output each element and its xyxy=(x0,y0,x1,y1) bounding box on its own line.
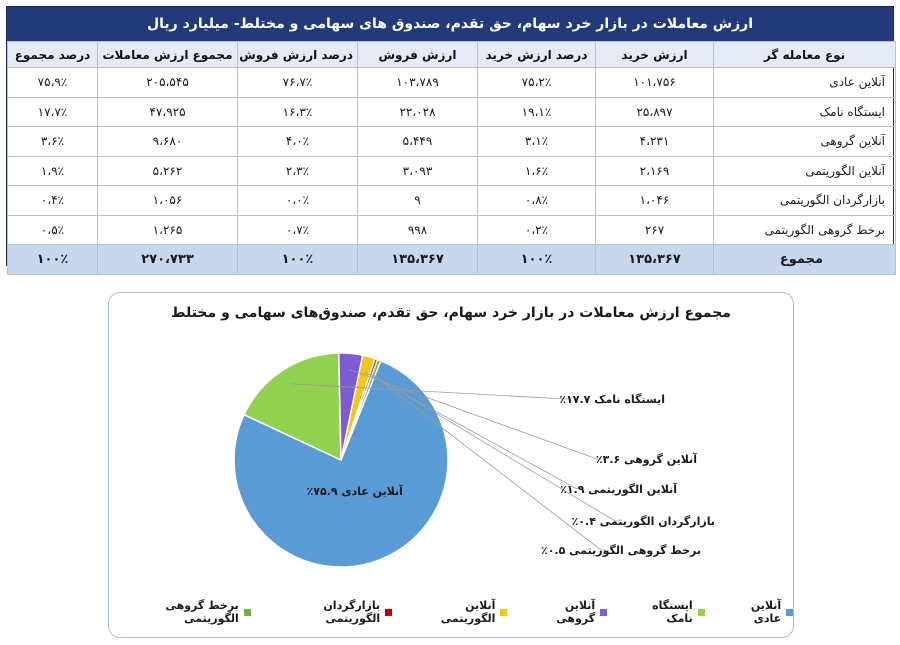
table-cell: ۱۰۳،۷۸۹ xyxy=(358,68,478,98)
data-label-online-group-algorithmic: برخط گروهی الگوریتمی ۰.۵٪ xyxy=(541,544,701,557)
table-cell: ۴،۲۳۱ xyxy=(596,127,714,157)
legend-label: آنلاین الگوریتمی xyxy=(440,599,496,625)
table-cell: ۷۶،۷٪ xyxy=(238,68,358,98)
total-cell: ۲۷۰،۷۳۳ xyxy=(98,245,238,275)
data-label-station-namak: ایستگاه نامک ۱۷.۷٪ xyxy=(559,393,665,406)
header-cell: مجموع ارزش معاملات xyxy=(98,42,238,68)
table-cell: ۳،۱٪ xyxy=(478,127,596,157)
table-cell: ۱،۹٪ xyxy=(8,156,98,186)
table-cell: ۲،۳٪ xyxy=(238,156,358,186)
table-header-row xyxy=(8,42,896,68)
header-cell: نوع معامله گر xyxy=(714,42,896,68)
legend-item-online-group-algorithmic xyxy=(109,599,251,625)
table-row xyxy=(8,97,896,127)
legend-label: ایستگاه نامک xyxy=(652,599,693,625)
trader-type-cell: برخط گروهی الگوریتمی xyxy=(714,215,896,245)
legend-item-market-maker-algorithmic xyxy=(267,599,392,625)
table-cell: ۳،۶٪ xyxy=(8,127,98,157)
table-cell: ۱،۶٪ xyxy=(478,156,596,186)
table-cell: ۰،۴٪ xyxy=(8,186,98,216)
total-cell: ۱۰۰٪ xyxy=(238,245,358,275)
legend-swatch xyxy=(786,609,793,616)
chart-legend xyxy=(109,599,793,625)
data-label-online-regular: آنلاین عادی ۷۵.۹٪ xyxy=(306,484,403,498)
total-cell: ۱۰۰٪ xyxy=(8,245,98,275)
table-cell: ۲۰۵،۵۴۵ xyxy=(98,68,238,98)
legend-item-online-algorithmic xyxy=(408,599,507,625)
table-cell: ۱۹،۱٪ xyxy=(478,97,596,127)
legend-label: بازارگردان الگوریتمی xyxy=(323,599,381,625)
header-cell: ارزش فروش xyxy=(358,42,478,68)
table-cell: ۱۰۱،۷۵۶ xyxy=(596,68,714,98)
table-row xyxy=(8,186,896,216)
legend-item-online-regular xyxy=(721,599,793,625)
trades-table xyxy=(7,41,896,275)
table-cell: ۱،۲۶۵ xyxy=(98,215,238,245)
header-cell: ارزش خرید xyxy=(596,42,714,68)
table-cell: ۹ xyxy=(358,186,478,216)
table-cell: ۱۶،۳٪ xyxy=(238,97,358,127)
total-cell: ۱۳۵،۳۶۷ xyxy=(358,245,478,275)
table-total-row xyxy=(8,245,896,275)
data-label-online-group: آنلاین گروهی ۳.۶٪ xyxy=(595,453,697,466)
total-cell: ۱۰۰٪ xyxy=(478,245,596,275)
table-cell: ۹۹۸ xyxy=(358,215,478,245)
table-cell: ۰،۷٪ xyxy=(238,215,358,245)
table-cell: ۷۵،۹٪ xyxy=(8,68,98,98)
data-label-online-algorithmic: آنلاین الگوریتمی ۱.۹٪ xyxy=(560,483,677,496)
table-cell: ۴،۰٪ xyxy=(238,127,358,157)
legend-label: برخط گروهی الگوریتمی xyxy=(165,599,239,625)
chart-title: مجموع ارزش معاملات در بازار خرد سهام، حق تقدم، صندوق‌های سهامی و مختلط xyxy=(171,305,731,321)
table-row xyxy=(8,127,896,157)
pie-chart-svg xyxy=(109,293,795,639)
table-cell: ۲۶۷ xyxy=(596,215,714,245)
table-cell: ۰،۸٪ xyxy=(478,186,596,216)
table-cell: ۲،۱۶۹ xyxy=(596,156,714,186)
trader-type-cell: آنلاین الگوریتمی xyxy=(714,156,896,186)
table-cell: ۱۷،۷٪ xyxy=(8,97,98,127)
header-cell: درصد ارزش خرید xyxy=(478,42,596,68)
table-cell: ۰،۲٪ xyxy=(478,215,596,245)
trader-type-cell: بازارگردان الگوریتمی xyxy=(714,186,896,216)
legend-swatch xyxy=(244,609,251,616)
table-row xyxy=(8,68,896,98)
data-label-market-maker-algorithmic: بازارگردان الگوریتمی ۰.۴٪ xyxy=(571,515,715,528)
trader-type-cell: آنلاین گروهی xyxy=(714,127,896,157)
table-row xyxy=(8,215,896,245)
table-cell: ۴۷،۹۲۵ xyxy=(98,97,238,127)
trader-type-cell: ایستگاه نامک xyxy=(714,97,896,127)
legend-swatch xyxy=(500,609,507,616)
table-cell: ۰،۰٪ xyxy=(238,186,358,216)
table-cell: ۱،۰۴۶ xyxy=(596,186,714,216)
pie-chart-card xyxy=(108,292,794,638)
table-cell: ۱،۰۵۶ xyxy=(98,186,238,216)
table-row xyxy=(8,156,896,186)
legend-swatch xyxy=(600,609,607,616)
total-cell: ۱۳۵،۳۶۷ xyxy=(596,245,714,275)
table-cell: ۹،۶۸۰ xyxy=(98,127,238,157)
legend-label: آنلاین عادی xyxy=(750,599,782,625)
table-cell: ۵،۲۶۲ xyxy=(98,156,238,186)
legend-item-online-group xyxy=(523,599,607,625)
table-cell: ۷۵،۲٪ xyxy=(478,68,596,98)
header-cell: درصد مجموع xyxy=(8,42,98,68)
trades-table-panel xyxy=(6,6,894,266)
table-cell: ۲۵،۸۹۷ xyxy=(596,97,714,127)
table-cell: ۵،۴۴۹ xyxy=(358,127,478,157)
table-cell: ۲۲،۰۲۸ xyxy=(358,97,478,127)
total-label-cell: مجموع xyxy=(714,245,896,275)
legend-label: آنلاین گروهی xyxy=(556,599,596,625)
table-cell: ۳،۰۹۳ xyxy=(358,156,478,186)
table-cell: ۰،۵٪ xyxy=(8,215,98,245)
header-cell: درصد ارزش فروش xyxy=(238,42,358,68)
legend-item-station-namak xyxy=(623,599,705,625)
legend-swatch xyxy=(385,609,392,616)
table-title: ارزش معاملات در بازار خرد سهام، حق تقدم، صندوق های سهامی و مختلط- میلیارد ریال xyxy=(7,7,893,41)
trader-type-cell: آنلاین عادی xyxy=(714,68,896,98)
legend-swatch xyxy=(698,609,705,616)
